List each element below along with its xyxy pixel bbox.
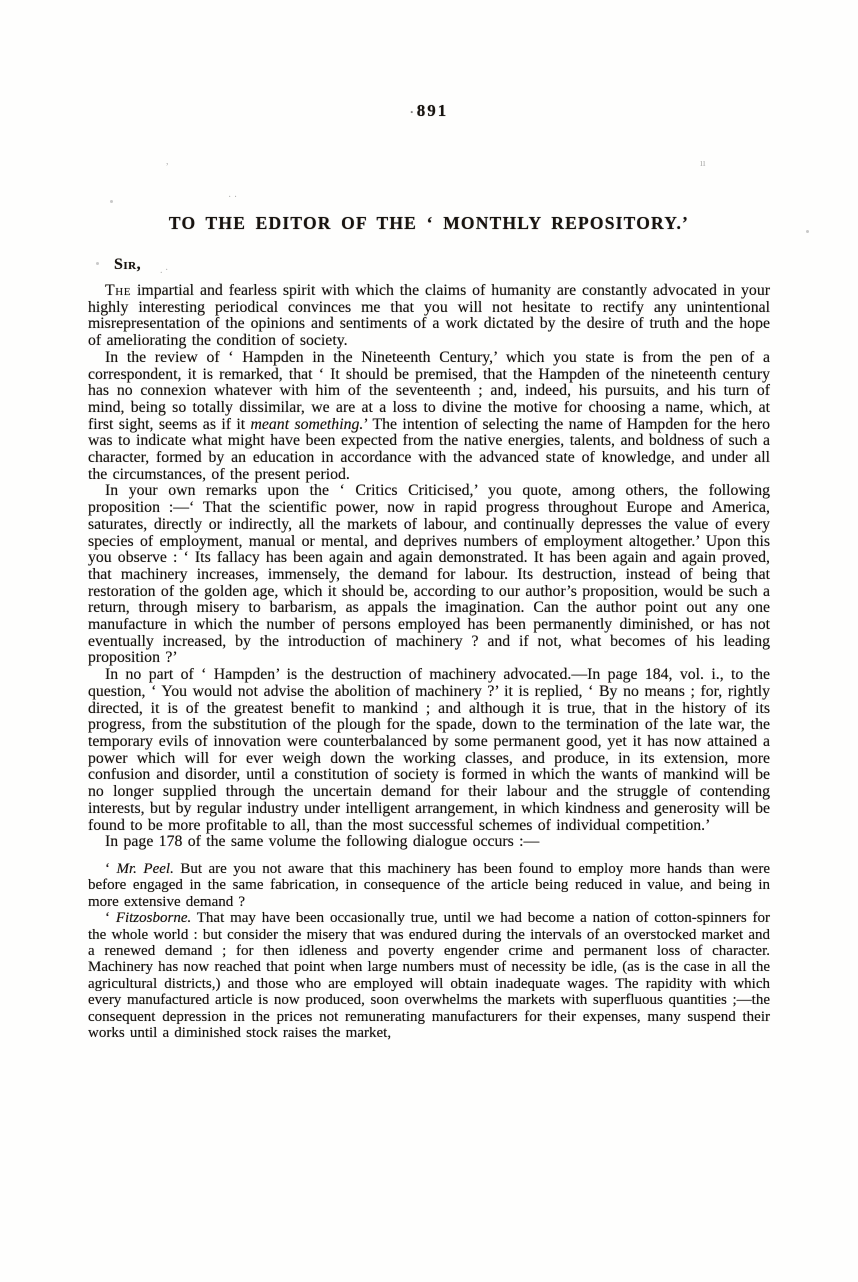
mr-peel-dialogue-text: Mr. Peel. <box>116 860 174 877</box>
critics-criticised-paragraph-text: In your own remarks upon the ‘ Critics Criticised,’ you quote, among others, the following proposition :—‘ That the scientific power, now in rapid progress throughout Europe and America, saturates, directly or indirectly, all the markets of labour, and continually depresses the value of every species of employment, manual or mental, and deprives numbers of employment altogether.’ Upon this you observe : ‘ Its fallacy has been again and again demonstrated. It has been again and again proved, that machinery increases, immensely, the demand for labour. Its destruction, instead of being that restoration of the golden age, which it should be, according to our author’s proposition, would be such a return, through misery to barbarism, as appals the imagination. Can the author point out any one manufacture in which the number of persons employed has been permanently diminished, or has not eventually increased, by the introduction of machinery ? and if not, what becomes of his leading proposition ?’ <box>88 482 770 667</box>
page-number: · 891 <box>0 101 858 121</box>
salutation: Sir, <box>114 256 142 273</box>
machinery-defence-paragraph <box>88 667 770 834</box>
hampden-review-paragraph-text: meant something. <box>250 415 364 433</box>
opening-paragraph-text: The <box>105 282 132 299</box>
body-paragraphs <box>88 283 770 1041</box>
scan-speck-4 <box>110 200 113 203</box>
scan-speck-1: , <box>166 156 169 167</box>
opening-paragraph-text: impartial and fearless spirit with which the claims of humanity are constantly advocated in your highly interesting periodical convinces me that you will not hesitate to rectify any unintentional misrepresentation of the opinions and sentiments of a work dictated by the desire of truth and the hope of ameliorating the condition of society. <box>88 282 770 350</box>
hampden-review-paragraph-text: ’ The intention of selecting the name of Hampden for the hero was to indicate what might have been expected from the native energies, talents, and boldness of such a character, formed by an education in accordance with the advanced state of knowledge, and under all the circumstances, of the present period. <box>88 415 771 483</box>
dialogue-intro-paragraph-text: In page 178 of the same volume the following dialogue occurs :— <box>105 833 540 851</box>
scan-speck-5 <box>96 262 99 265</box>
scan-speck-2: ıı <box>700 158 706 169</box>
fitzosborne-dialogue-text: That may have been occasionally true, until we had become a nation of cotton-spinners for the whole world : but consider the misery that was endured during the intervals of an overstocked market and a renewed demand ; for then idleness and poverty engender crime and permanent loss of character. Machinery has now reached that point when large numbers must of necessity be idle, (as is the case in all the agricultural districts,) and those who are employed will obtain inadequate wages. The rapidity with which every manufactured article is now produced, soon overwhelms the markets with superfluous quantities ;—the consequent depression in the prices not remunerating manufacturers for their expenses, many suspend their works until a diminished stock raises the market, <box>88 910 770 1041</box>
fitzosborne-dialogue-text: Fitzosborne. <box>115 910 192 927</box>
mr-peel-dialogue-text: But are you not aware that this machinery has been found to employ more hands than were before engaged in the same fabrication, in consequence of the article being reduced in value, and being in more extensive demand ? <box>88 860 770 910</box>
fitzosborne-dialogue <box>88 910 770 1041</box>
machinery-defence-paragraph-text: In no part of ‘ Hampden’ is the destruction of machinery advocated.—In page 184, vol. i., to the question, ‘ You would not advise the abolition of machinery ?’ it is replied, ‘ By no means ; for, rightly directed, it is of the greatest benefit to mankind ; and although it is true, that in the history of its progress, from the substitution of the plough for the spade, down to the termination of the late war, the temporary evils of innovation were counterbalanced by some permanent good, yet it has now attained a power which will for ever weigh down the working classes, and produce, in its extension, more confusion and disorder, until a constitution of society is formed in which the wants of mankind will be no longer supplied through the uncertain demand for their labour and the struggle of contending interests, but by regular industry under intelligent arrangement, in which kindness and generosity will be found to be more profitable to all, than the most successful schemes of individual competition.’ <box>88 666 770 834</box>
mr-peel-dialogue-text: ‘ <box>105 860 117 877</box>
critics-criticised-paragraph <box>88 483 770 667</box>
fitzosborne-dialogue-text: ‘ <box>105 910 116 927</box>
scan-speck-6: . · <box>160 265 169 276</box>
opening-paragraph <box>88 283 770 350</box>
hampden-review-paragraph <box>88 350 770 484</box>
page-title: TO THE EDITOR OF THE ‘ MONTHLY REPOSITORY.’ <box>168 213 690 233</box>
mr-peel-dialogue <box>88 861 770 910</box>
dialogue-intro-paragraph <box>88 834 770 851</box>
scan-speck-3: · · <box>228 192 238 203</box>
hampden-review-paragraph-text: In the review of ‘ Hampden in the Nineteenth Century,’ which you state is from the pen of a correspondent, it is remarked, that ‘ It should be premised, that the Hampden of the nineteenth century has no connexion whatever with him of the seventeenth ; and, indeed, his pursuits, and his turn of mind, being so totally dissimilar, we are at a loss to divine the motive for choosing a name, which, at first sight, seems as if it <box>88 348 770 433</box>
